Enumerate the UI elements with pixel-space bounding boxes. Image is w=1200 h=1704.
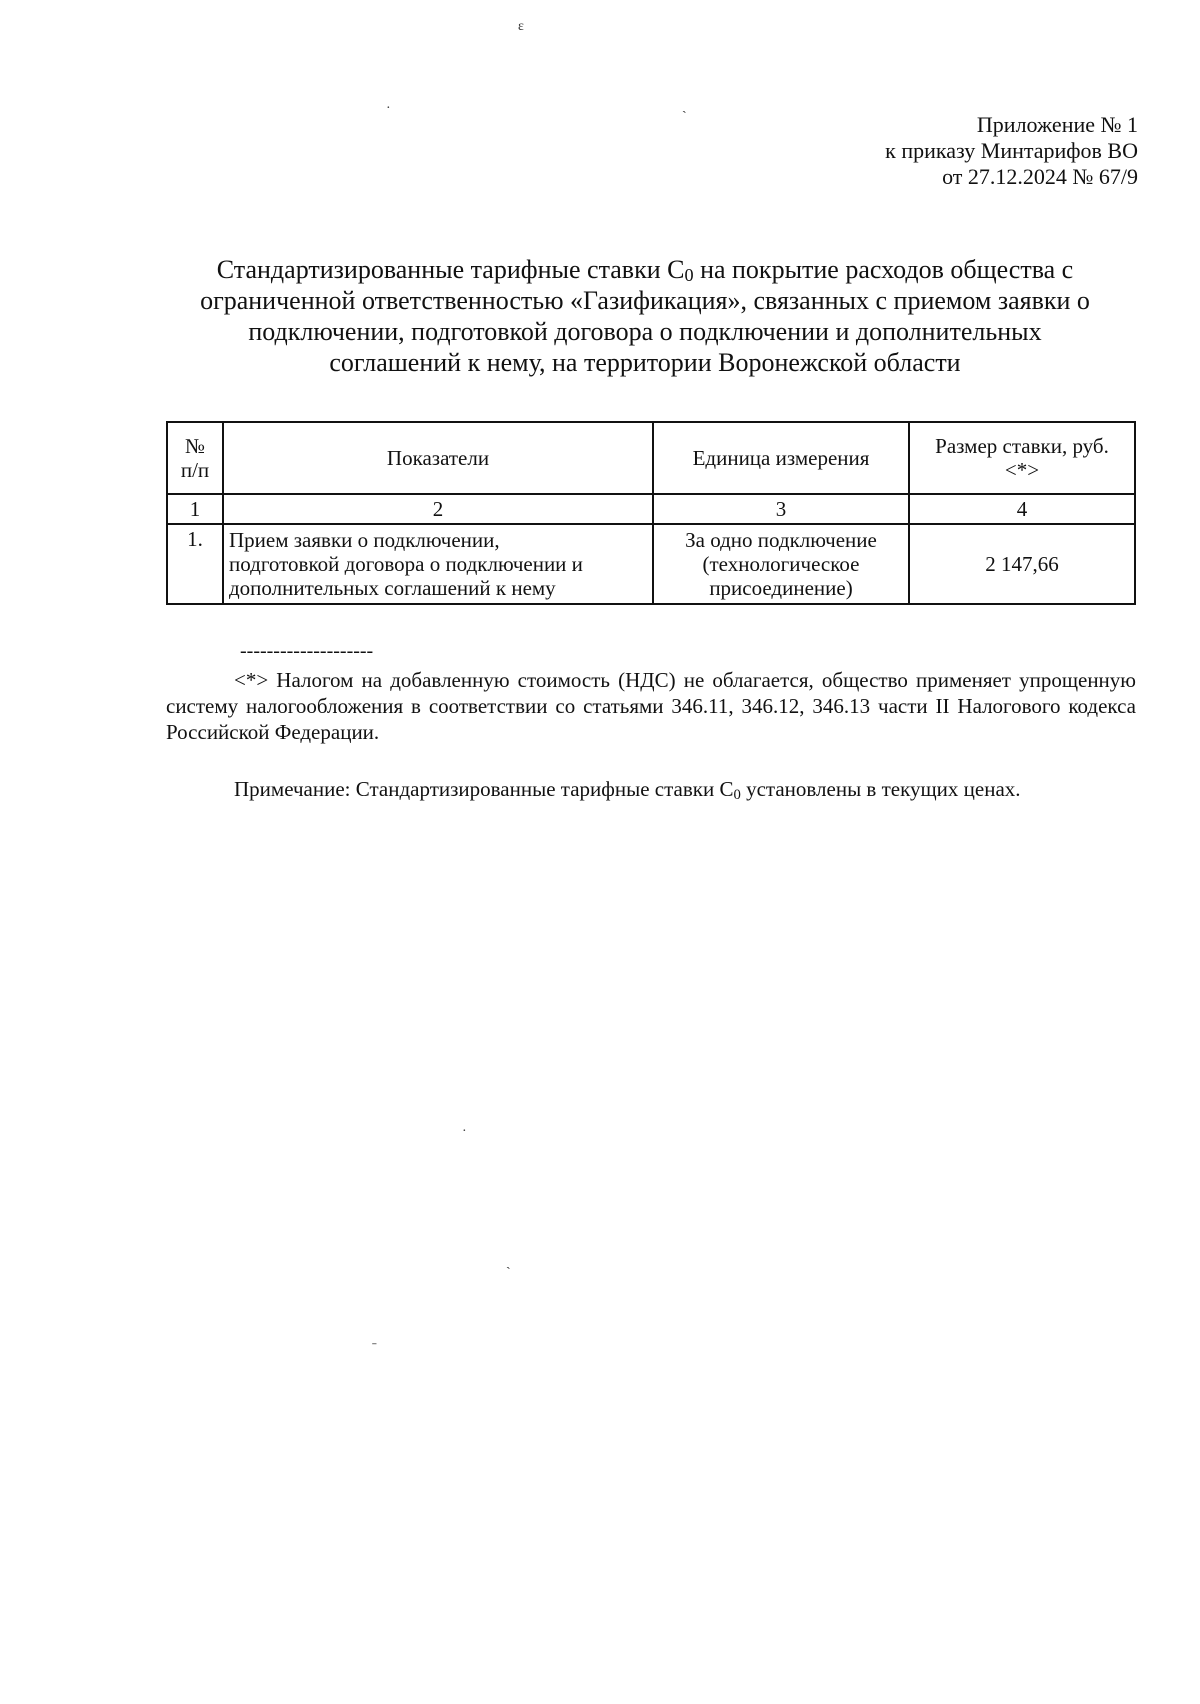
scan-speck: ˎ (506, 1255, 511, 1270)
appendix-order: к приказу Минтарифов ВО (885, 138, 1138, 163)
header-rate: Размер ставки, руб. <*> (909, 422, 1135, 494)
header-indicators: Показатели (223, 422, 653, 494)
column-number: 4 (909, 494, 1135, 524)
subscript-index: 0 (684, 265, 694, 285)
scan-speck: · (462, 1124, 467, 1139)
document-title (150, 254, 1140, 378)
rates-table (166, 421, 1136, 605)
row-number: 1. (167, 524, 223, 604)
table-row (167, 524, 1135, 604)
note-text: Примечание: Стандартизированные тарифные ставки $С_0$ установлены в текущих ценах. (234, 777, 1021, 803)
column-number-row (167, 494, 1135, 524)
title-line-1: Стандартизированные тарифные ставки $С_0$ на покрытие расходов общества с (216, 255, 1074, 285)
header-number: № п/п (167, 422, 223, 494)
appendix-reference (885, 112, 1138, 190)
title-line-2: ограниченной ответственностью «Газификация», связанных с приемом заявки о (200, 286, 1090, 315)
column-number: 3 (653, 494, 909, 524)
footnote-separator: -------------------- (240, 640, 374, 662)
column-number: 1 (167, 494, 223, 524)
scan-speck: · (386, 101, 391, 116)
title-line-4: соглашений к нему, на территории Воронежской области (329, 348, 961, 377)
table-header-row (167, 422, 1135, 494)
row-rate-value: 2 147,66 (909, 524, 1135, 604)
column-number: 2 (223, 494, 653, 524)
footnote-text: <*> Налогом на добавленную стоимость (НДС) не облагается, общество применяет упрощенную систему налогообложения в соответствии со статьями 346.11, 346.12, 346.13 части II Налогового кодекса Российской Федерации. (166, 668, 1136, 744)
header-unit: Единица измерения (653, 422, 909, 494)
scan-speck: ˉ (372, 1341, 377, 1356)
appendix-number: Приложение № 1 (976, 112, 1138, 137)
title-line-3: подключении, подготовкой договора о подключении и дополнительных (248, 317, 1042, 346)
row-indicator: Прием заявки о подключении, подготовкой договора о подключении и дополнительных соглашений к нему (223, 524, 653, 604)
row-unit: За одно подключение (технологическое присоединение) (653, 524, 909, 604)
appendix-date: от 27.12.2024 № 67/9 (942, 164, 1138, 189)
scan-speck: ˏ (682, 99, 687, 114)
scan-speck: ε (518, 19, 524, 34)
subscript-index: 0 (733, 787, 741, 803)
